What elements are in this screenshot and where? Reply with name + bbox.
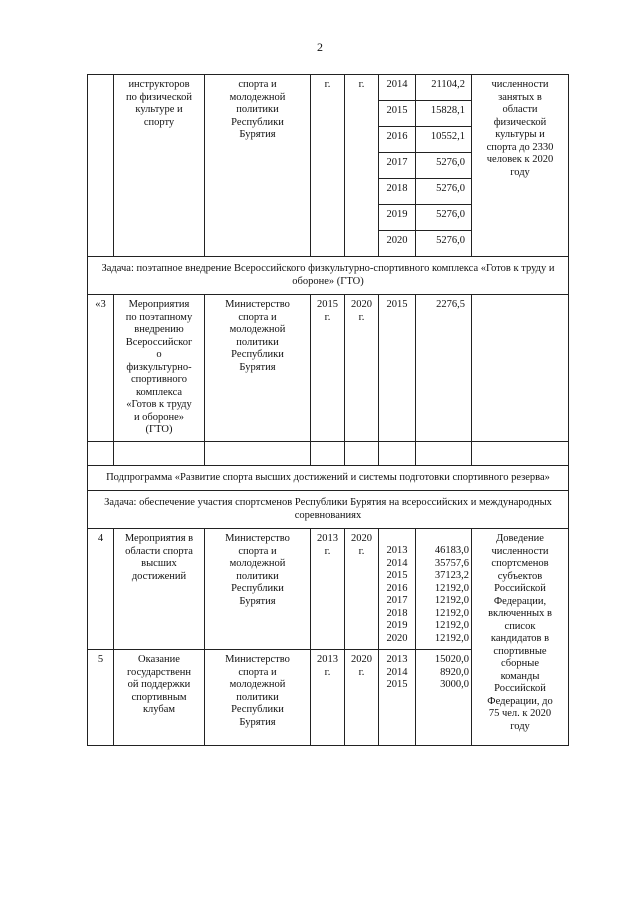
row-4-year: 2020 xyxy=(386,632,408,644)
row-5-year-list xyxy=(381,654,413,692)
row-5-end: 2020 г. xyxy=(345,650,379,746)
empty-cell xyxy=(379,441,416,465)
row-5-num: 5 xyxy=(88,650,114,746)
row-4-end: 2020 г. xyxy=(345,529,379,650)
row-a-value: 10552,1 xyxy=(416,127,472,153)
row-4-values xyxy=(416,529,472,650)
row-a-exec: спорта и молодежной политики Республики Бурятия xyxy=(205,75,311,257)
row-3-value: 2276,5 xyxy=(416,295,472,442)
page-number: 2 xyxy=(317,40,323,54)
row-a-name: инструкторов по физической культуре и спорту xyxy=(114,75,205,257)
row-5-start: 2013 г. xyxy=(311,650,345,746)
result-4-5: Доведение численности спортсменов субъектов Российской Федерации, включенных в список кандидатов в спортивные сборные команды Российской Федерации, до 75 чел. к 2020 году xyxy=(472,529,569,746)
row-a-year: 2014 xyxy=(379,75,416,101)
row-5-year: 2014 xyxy=(386,666,408,678)
task-row-gto xyxy=(88,257,569,295)
row-5-years xyxy=(379,650,416,746)
row-4-year: 2016 xyxy=(386,582,408,594)
row-a-year: 2016 xyxy=(379,127,416,153)
table-row-a-0 xyxy=(88,75,569,101)
row-a-start: г. xyxy=(311,75,345,257)
empty-cell xyxy=(311,441,345,465)
row-a-year: 2017 xyxy=(379,153,416,179)
row-4-value: 12192,0 xyxy=(434,607,469,619)
empty-cell xyxy=(345,441,379,465)
table-row-empty xyxy=(88,441,569,465)
row-5-value: 8920,0 xyxy=(440,666,469,678)
row-4-year: 2017 xyxy=(386,595,408,606)
row-4-value: 46183,0 xyxy=(434,545,469,556)
row-a-year: 2018 xyxy=(379,179,416,205)
task-row-competitions xyxy=(88,491,569,529)
row-3-year: 2015 xyxy=(379,295,416,442)
row-4-num: 4 xyxy=(88,529,114,650)
row-4-year: 2014 xyxy=(386,557,408,569)
row-4-year: 2013 xyxy=(386,545,408,556)
row-5-value: 3000,0 xyxy=(440,679,469,690)
row-a-value: 5276,0 xyxy=(416,179,472,205)
row-5-value-list xyxy=(418,654,469,692)
empty-cell xyxy=(88,441,114,465)
row-5-value: 15020,0 xyxy=(434,654,469,665)
row-5-year: 2013 xyxy=(386,654,408,665)
row-4-year: 2018 xyxy=(386,607,408,619)
program-table xyxy=(87,74,569,746)
row-5-exec: Министерство спорта и молодежной политики Республики Бурятия xyxy=(205,650,311,746)
row-a-year: 2015 xyxy=(379,101,416,127)
empty-cell xyxy=(416,441,472,465)
row-3-result xyxy=(472,295,569,442)
row-4-value: 37123,2 xyxy=(434,570,469,581)
row-3-end: 2020 г. xyxy=(345,295,379,442)
row-4-name: Мероприятия в области спорта высших достижений xyxy=(114,529,205,650)
row-5-name: Оказание государственн ой поддержки спортивным клубам xyxy=(114,650,205,746)
row-3-name: Мероприятия по поэтапному внедрению Всероссийског о физкультурно- спортивного комплекса «Готов к труду и обороне» (ГТО) xyxy=(114,295,205,442)
row-a-value: 5276,0 xyxy=(416,153,472,179)
row-a-year: 2019 xyxy=(379,205,416,231)
subprogram-row xyxy=(88,465,569,491)
empty-cell xyxy=(205,441,311,465)
row-a-num xyxy=(88,75,114,257)
row-3-exec: Министерство спорта и молодежной политики Республики Бурятия xyxy=(205,295,311,442)
row-4-value: 12192,0 xyxy=(434,632,469,644)
row-4-value: 12192,0 xyxy=(434,582,469,594)
row-3-num: «3 xyxy=(88,295,114,442)
row-a-result: численности занятых в области физической культуры и спорта до 2330 человек к 2020 году xyxy=(472,75,569,257)
row-4-value: 12192,0 xyxy=(434,595,469,606)
row-a-value: 5276,0 xyxy=(416,205,472,231)
row-3-start: 2015 г. xyxy=(311,295,345,442)
row-4-year: 2019 xyxy=(386,620,408,631)
row-4-year-list xyxy=(381,545,413,645)
row-4-years xyxy=(379,529,416,650)
row-4-exec: Министерство спорта и молодежной политики Республики Бурятия xyxy=(205,529,311,650)
row-4-value: 12192,0 xyxy=(434,620,469,631)
row-5-values xyxy=(416,650,472,746)
table-row-3 xyxy=(88,295,569,442)
task-competitions: Задача: обеспечение участия спортсменов Республики Бурятия на всероссийских и международных соревнованиях xyxy=(88,491,569,529)
subprogram-title: Подпрограмма «Развитие спорта высших достижений и системы подготовки спортивного резерва» xyxy=(88,465,569,491)
row-4-year: 2015 xyxy=(386,570,408,581)
row-4-value: 35757,6 xyxy=(434,557,469,569)
row-4-value-list xyxy=(418,545,469,645)
row-5-year: 2015 xyxy=(386,679,408,690)
row-a-value: 15828,1 xyxy=(416,101,472,127)
row-a-value: 21104,2 xyxy=(416,75,472,101)
table-row-4 xyxy=(88,529,569,650)
row-a-value: 5276,0 xyxy=(416,231,472,257)
empty-cell xyxy=(114,441,205,465)
task-gto: Задача: поэтапное внедрение Всероссийского физкультурно-спортивного комплекса «Готов к труду и обороне» (ГТО) xyxy=(88,257,569,295)
empty-cell xyxy=(472,441,569,465)
row-a-end: г. xyxy=(345,75,379,257)
row-a-year: 2020 xyxy=(379,231,416,257)
row-4-start: 2013 г. xyxy=(311,529,345,650)
